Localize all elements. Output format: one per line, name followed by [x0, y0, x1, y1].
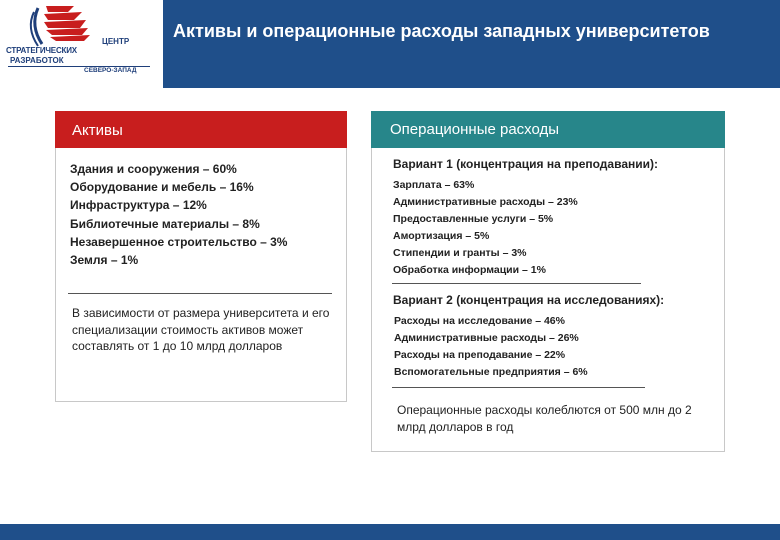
- divider: [392, 283, 641, 284]
- list-item: Расходы на преподавание – 22%: [394, 349, 566, 361]
- list-item: Инфраструктура – 12%: [70, 198, 207, 213]
- variant-2-title: Вариант 2 (концентрация на исследованиях):: [393, 293, 665, 307]
- list-item: Оборудование и мебель – 16%: [70, 180, 254, 195]
- variant-1-title: Вариант 1 (концентрация на преподавании):: [393, 157, 658, 171]
- list-item: Земля – 1%: [70, 253, 139, 268]
- list-item: Предоставленные услуги – 5%: [393, 213, 554, 225]
- list-item: Стипендии и гранты – 3%: [393, 247, 527, 259]
- list-item: Обработка информации – 1%: [393, 264, 546, 276]
- list-item: Расходы на исследование – 46%: [394, 315, 565, 327]
- divider: [68, 293, 332, 294]
- logo: [0, 0, 163, 88]
- assets-note: В зависимости от размера университета и его специализации стоимость активов может составлять от 1 до 10 млрд долларов: [72, 306, 330, 353]
- list-item: Зарплата – 63%: [393, 179, 475, 191]
- page-title: Активы и операционные расходы западных университетов: [173, 21, 710, 41]
- list-item: Здания и сооружения – 60%: [70, 162, 237, 176]
- list-item: Амортизация – 5%: [393, 230, 490, 242]
- variant-1-list: [393, 177, 578, 279]
- logo-line-4: СЕВЕРО-ЗАПАД: [84, 67, 137, 74]
- list-item: Библиотечные материалы – 8%: [70, 216, 260, 231]
- sail-logo-icon: [8, 4, 108, 52]
- assets-heading: Активы: [55, 111, 347, 148]
- logo-line-2: СТРАТЕГИЧЕСКИХ: [6, 46, 77, 55]
- list-item: Незавершенное строительство – 3%: [70, 234, 288, 249]
- divider: [392, 387, 645, 388]
- list-item: Административные расходы – 26%: [394, 332, 579, 344]
- logo-line-1: ЦЕНТР: [102, 37, 130, 46]
- logo-line-3: РАЗРАБОТОК: [10, 56, 64, 65]
- footer-bar: [0, 524, 780, 540]
- expenses-note: Операционные расходы колеблются от 500 млн до 2 млрд долларов в год: [397, 403, 692, 434]
- expenses-heading: Операционные расходы: [371, 111, 725, 148]
- assets-list: [70, 160, 340, 269]
- list-item: Административные расходы – 23%: [393, 196, 578, 208]
- variant-2-list: [394, 313, 588, 381]
- list-item: Вспомогательные предприятия – 6%: [394, 366, 588, 378]
